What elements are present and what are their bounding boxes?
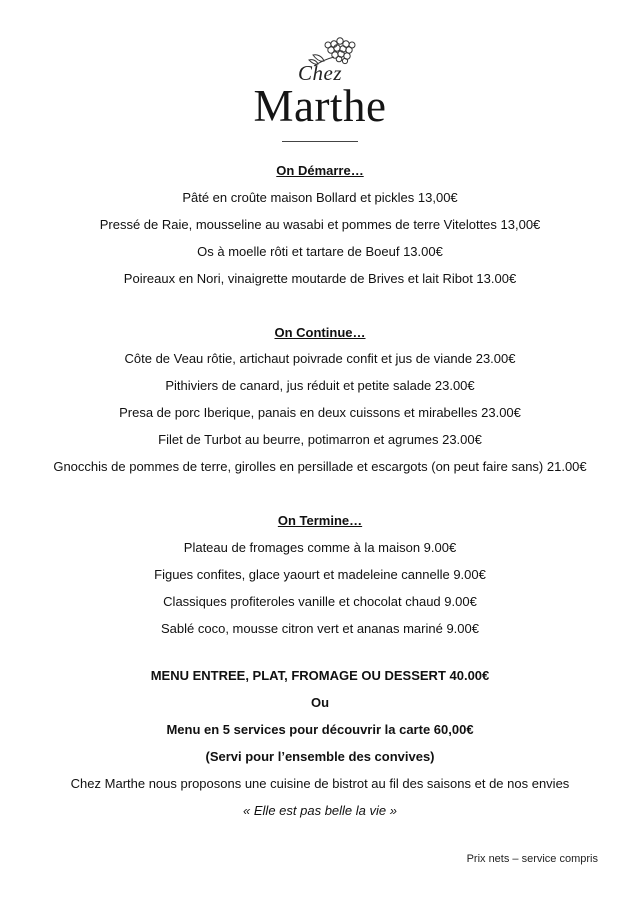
menu-item: Presa de porc Iberique, panais en deux cuissons et mirabelles 23.00€ bbox=[119, 405, 521, 420]
logo-divider bbox=[282, 141, 358, 142]
menu-item: Côte de Veau rôtie, artichaut poivrade confit et jus de viande 23.00€ bbox=[124, 351, 516, 366]
menu-item: Filet de Turbot au beurre, potimarron et agrumes 23.00€ bbox=[158, 432, 482, 447]
menu-item: Poireaux en Nori, vinaigrette moutarde de Brives et lait Ribot 13.00€ bbox=[123, 271, 517, 286]
section-heading-desserts: On Termine… bbox=[277, 513, 363, 528]
menu-item: Classiques profiteroles vanille et chocolat chaud 9.00€ bbox=[163, 594, 477, 609]
menu-item: Pithiviers de canard, jus réduit et petite salade 23.00€ bbox=[165, 378, 475, 393]
section-heading-starters: On Démarre… bbox=[276, 163, 364, 178]
logo-restaurant-name: Marthe bbox=[253, 81, 387, 131]
tasting-menu-note: (Servi pour l’ensemble des convives) bbox=[205, 749, 435, 764]
menu-item: Gnocchis de pommes de terre, girolles en persillade et escargots (on peut faire sans) 21.00€ bbox=[53, 459, 587, 474]
restaurant-quote: « Elle est pas belle la vie » bbox=[243, 803, 397, 818]
restaurant-logo bbox=[0, 28, 640, 148]
section-heading-mains: On Continue… bbox=[274, 325, 366, 340]
tasting-menu-price: Menu en 5 services pour découvrir la carte 60,00€ bbox=[166, 722, 474, 737]
menu-item: Pâté en croûte maison Bollard et pickles 13,00€ bbox=[182, 190, 458, 205]
menu-item: Pressé de Raie, mousseline au wasabi et pommes de terre Vitelottes 13,00€ bbox=[99, 217, 541, 232]
restaurant-description: Chez Marthe nous proposons une cuisine de bistrot au fil des saisons et de nos envies bbox=[70, 776, 570, 791]
menu-item: Plateau de fromages comme à la maison 9.00€ bbox=[183, 540, 457, 555]
menu-item: Os à moelle rôti et tartare de Boeuf 13.00€ bbox=[197, 244, 443, 259]
price-footer-note: Prix nets – service compris bbox=[466, 853, 598, 865]
or-separator: Ou bbox=[310, 695, 330, 710]
logo-chez-text: Chez bbox=[298, 61, 342, 85]
set-menu-price: MENU ENTREE, PLAT, FROMAGE OU DESSERT 40.00€ bbox=[150, 668, 490, 683]
menu-item: Sablé coco, mousse citron vert et ananas mariné 9.00€ bbox=[161, 621, 479, 636]
menu-item: Figues confites, glace yaourt et madeleine cannelle 9.00€ bbox=[154, 567, 486, 582]
